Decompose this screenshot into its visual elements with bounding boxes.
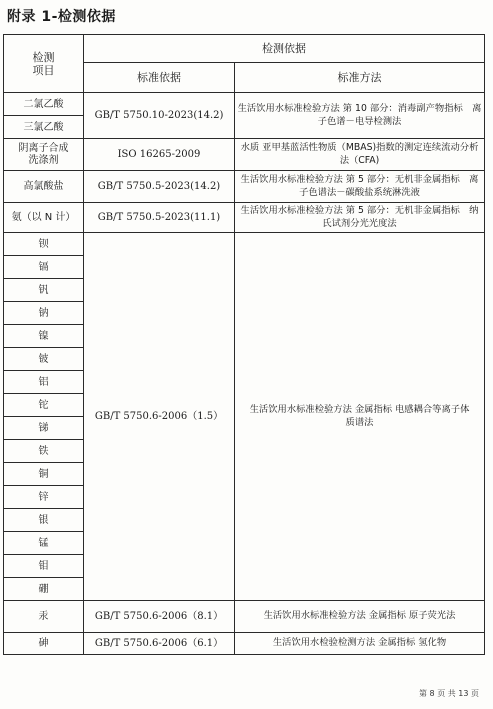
standard-cell: GB/T 5750.10-2023(14.2): [84, 93, 235, 139]
item-cell: 镉: [4, 256, 84, 279]
item-cell: 汞: [4, 601, 84, 633]
item-cell: 高氯酸盐: [4, 171, 84, 203]
item-cell: 钠: [4, 302, 84, 325]
method-cell: 生活饮用水标准检验方法 第 5 部分：无机非金属指标 纳氏试剂分光光度法: [235, 203, 485, 233]
standard-cell: GB/T 5750.6-2006（8.1）: [84, 601, 235, 633]
method-cell: 生活饮用水检验检测方法 金属指标 氢化物: [235, 633, 485, 655]
item-cell: 铁: [4, 440, 84, 463]
header-standard: 标准依据: [84, 63, 235, 93]
standard-cell: GB/T 5750.5-2023(14.2): [84, 171, 235, 203]
item-cell: 钒: [4, 279, 84, 302]
item-cell: 锰: [4, 532, 84, 555]
item-cell: 铜: [4, 463, 84, 486]
item-cell: 铊: [4, 394, 84, 417]
standard-cell: GB/T 5750.6-2006（1.5）: [84, 233, 235, 601]
method-cell: 生活饮用水标准检验方法 金属指标 原子荧光法: [235, 601, 485, 633]
item-cell: 锌: [4, 486, 84, 509]
header-method: 标准方法: [235, 63, 485, 93]
standard-cell: ISO 16265-2009: [84, 139, 235, 171]
header-basis-group: 检测依据: [84, 35, 485, 63]
item-cell: 硼: [4, 578, 84, 601]
item-cell: 二氯乙酸: [4, 93, 84, 116]
page-number: 第 8 页 共 13 页: [419, 689, 479, 698]
detection-basis-table: [3, 34, 485, 655]
method-cell: 生活饮用水标准检验方法 金属指标 电感耦合等离子体质谱法: [235, 233, 485, 601]
item-cell: 砷: [4, 633, 84, 655]
method-cell: 生活饮用水标准检验方法 第 5 部分：无机非金属指标 离子色谱法－碳酸盐系统淋洗液: [235, 171, 485, 203]
item-cell: 三氯乙酸: [4, 116, 84, 139]
item-cell: 铍: [4, 348, 84, 371]
header-item: 检测 项目: [4, 35, 84, 93]
method-cell: 生活饮用水标准检验方法 第 10 部分：消毒副产物指标 离子色谱－电导检测法: [235, 93, 485, 139]
item-cell: 银: [4, 509, 84, 532]
method-cell: 水质 亚甲基蓝活性物质（MBAS)指数的测定连续流动分析法（CFA): [235, 139, 485, 171]
item-cell: 镍: [4, 325, 84, 348]
item-cell: 氨（以 N 计）: [4, 203, 84, 233]
item-cell: 钡: [4, 233, 84, 256]
standard-cell: GB/T 5750.5-2023(11.1): [84, 203, 235, 233]
item-cell: 阴离子合成 洗涤剂: [4, 139, 84, 171]
item-cell: 铝: [4, 371, 84, 394]
item-cell: 钼: [4, 555, 84, 578]
page-heading: 附录 1-检测依据: [7, 9, 116, 25]
item-cell: 锑: [4, 417, 84, 440]
standard-cell: GB/T 5750.6-2006（6.1）: [84, 633, 235, 655]
